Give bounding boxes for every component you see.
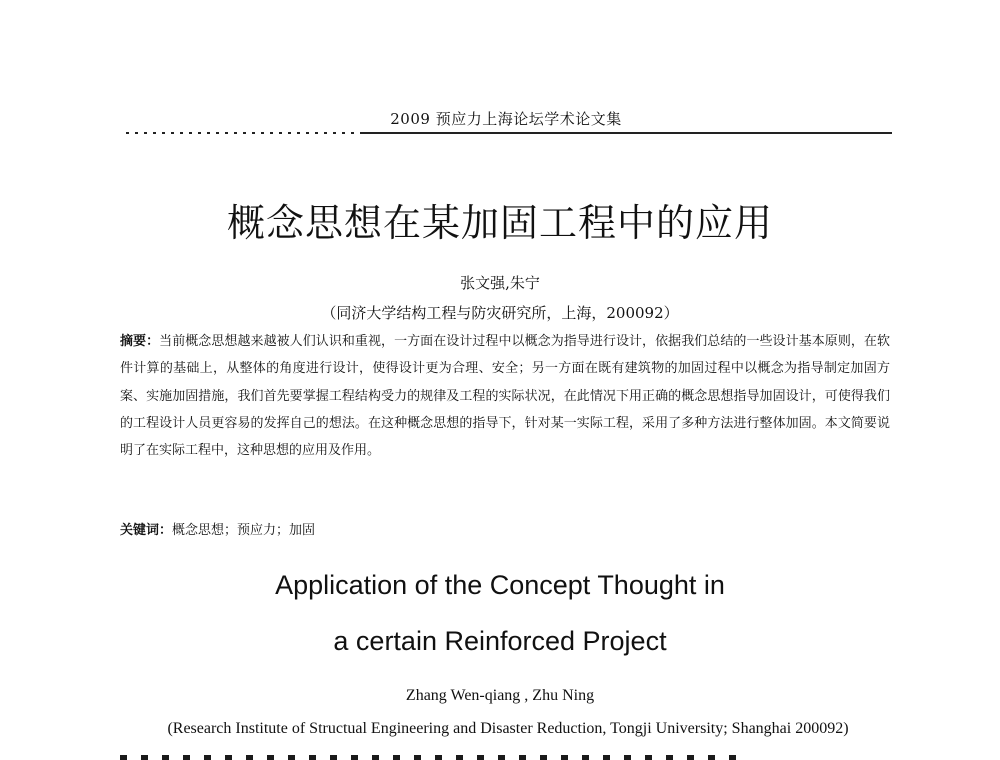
keywords-cn	[120, 519, 890, 538]
authors-en: Zhang Wen-qiang , Zhu Ning	[405, 687, 595, 704]
keywords-text: 概念思想；预应力；加固	[172, 523, 316, 538]
abstract-cn	[120, 328, 890, 464]
paper-title-en-line1: Application of the Concept Thought in	[275, 570, 725, 600]
abstract-text: 当前概念思想越来越被人们认识和重视，一方面在设计过程中以概念为指导进行设计，依据我们总结的一些设计基本原则，在软件计算的基础上，从整体的角度进行设计，使得设计更为合理、安全；另一方面在既有建筑物的加固过程中以概念为指导制定加固方案、实施加固措施，我们首先要掌握工程结构受力的规律及工程的实际状况，在此情况下用正确的概念思想指导加固设计，可使得我们的工程设计人员更容易的发挥自己的想法。在这种概念思想的指导下，针对某一实际工程，采用了多种方法进行整体加固。本文简要说明了在实际工程中，这种思想的应用及作用。	[120, 334, 890, 459]
authors-cn: 张文强,朱宁	[460, 274, 540, 292]
paper-title-cn: 概念思想在某加固工程中的应用	[226, 201, 773, 245]
affiliation-cn: （同济大学结构工程与防灾研究所，上海，200092）	[321, 304, 679, 322]
affiliation-en: (Research Institute of Structual Engineering and Disaster Reduction, Tongji University; Shanghai 200092)	[167, 720, 849, 737]
keywords-label: 关键词：	[120, 523, 173, 538]
paper-title-en-line2: a certain Reinforced Project	[333, 626, 667, 656]
header-rule-dash	[120, 131, 360, 134]
cutoff-text-strip	[120, 750, 770, 760]
running-header: 2009 预应力上海论坛学术论文集	[390, 110, 622, 128]
abstract-label: 摘要：	[120, 334, 160, 349]
